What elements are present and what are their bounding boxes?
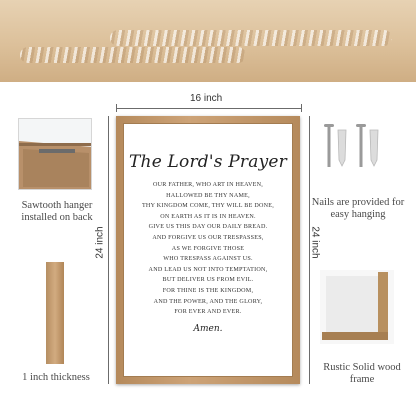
wood-banner (0, 0, 416, 82)
sign-canvas (123, 123, 293, 377)
prayer-line: GIVE US THIS DAY OUR DAILY BREAD. (148, 224, 268, 231)
width-dimension-tick-left (116, 104, 117, 112)
framed-sign (116, 116, 300, 384)
prayer-line: BUT DELIVER US FROM EVIL. (162, 277, 254, 284)
prayer-line: FOR THINE IS THE KINGDOM, (162, 287, 254, 294)
frame-corner-photo (320, 270, 394, 344)
frame-corner-image (320, 270, 394, 344)
nails-image (318, 118, 398, 188)
width-dimension-tick-right (301, 104, 302, 112)
nails-photo (318, 118, 398, 188)
prayer-line: AS WE FORGIVE THOSE (171, 245, 245, 252)
script-pattern (110, 30, 392, 46)
width-dimension-line (116, 108, 302, 109)
sawtooth-hanger-image (19, 119, 92, 190)
prayer-line: AND LEAD US NOT INTO TEMPTATION, (148, 266, 268, 273)
thickness-caption: 1 inch thickness (22, 372, 90, 383)
frame-caption: Rustic Solid wood frame (323, 362, 401, 385)
thickness-photo (46, 262, 64, 364)
prayer-line: OUR FATHER, WHO ART IN HEAVEN, (152, 182, 264, 188)
height-dimension-label-left: 24 inch (94, 226, 106, 259)
script-pattern (20, 47, 246, 63)
prayer-line: AND FORGIVE US OUR TRESPASSES, (152, 234, 264, 241)
height-dimension-label-right: 24 inch (309, 226, 321, 259)
prayer-line: ON EARTH AS IT IS IN HEAVEN. (160, 213, 256, 220)
width-dimension-label: 16 inch (190, 93, 223, 104)
nails-caption: Nails are provided for easy hanging (311, 197, 405, 220)
sawtooth-hanger-photo (18, 118, 92, 190)
sign-closing: Amen. (193, 323, 223, 334)
sign-title: The Lord's Prayer (129, 152, 287, 172)
sawtooth-caption: Sawtooth hanger installed on back (21, 200, 93, 223)
prayer-line: THY KINGDOM COME, THY WILL BE DONE, (141, 203, 275, 210)
prayer-line: WHO TRESPASS AGAINST US. (163, 256, 253, 263)
height-dimension-line-left (108, 116, 109, 384)
prayer-line: FOR EVER AND EVER. (174, 309, 242, 316)
prayer-text (142, 180, 274, 318)
prayer-line: AND THE POWER, AND THE GLORY, (153, 298, 263, 305)
prayer-line: HALLOWED BE THY NAME, (166, 192, 250, 199)
